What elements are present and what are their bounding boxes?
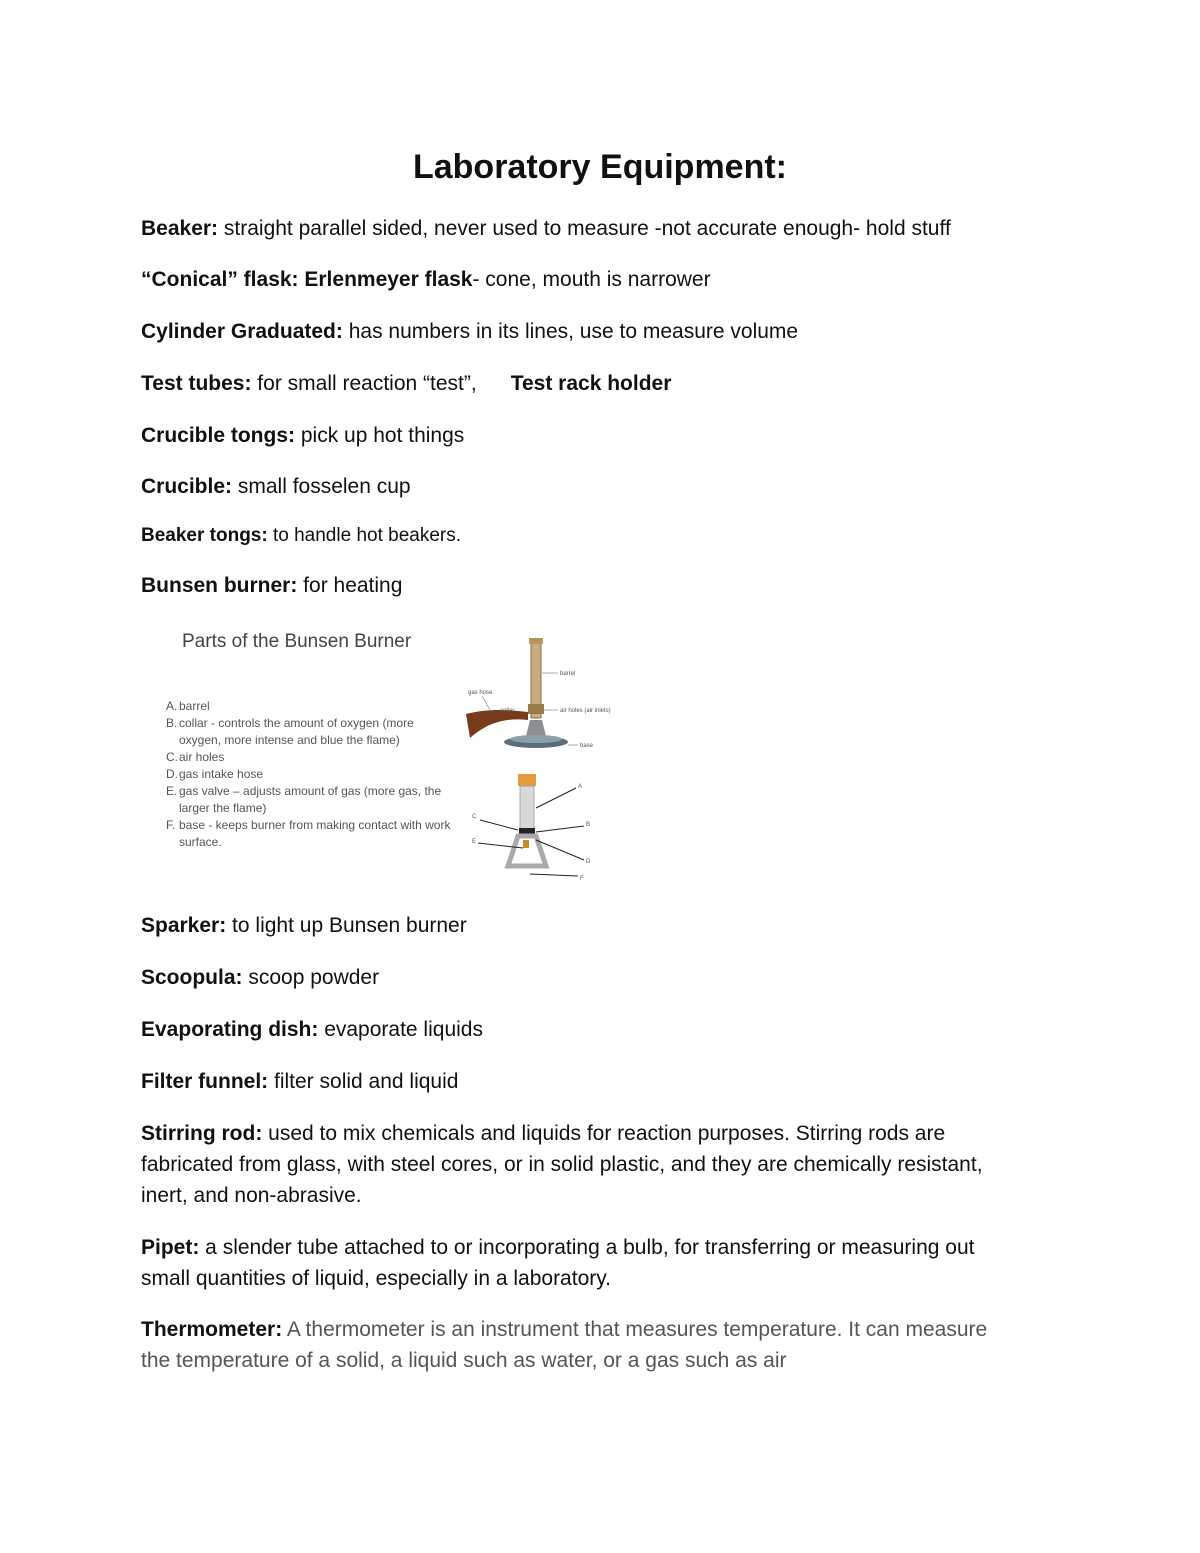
part-text: collar - controls the amount of oxygen (more oxygen, more intense and blue the flame) [179, 716, 414, 747]
term: Beaker tongs: [141, 525, 268, 546]
term-test-rack-holder: Test rack holder [510, 372, 672, 395]
definition: a slender tube attached to or incorporating a bulb, for transferring or measuring out small quantities of liquid, especially in a laboratory. [141, 1236, 975, 1290]
list-item [166, 783, 456, 817]
entry-thermometer [141, 1314, 1021, 1376]
list-item [166, 698, 456, 715]
part-text: gas valve – adjusts amount of gas (more gas, the larger the flame) [179, 784, 442, 815]
entry-scoopula [141, 962, 1021, 993]
schematic-valve [523, 840, 529, 848]
entry-beaker [141, 213, 1021, 244]
part-letter: E. [166, 784, 178, 798]
label-base: base [580, 743, 594, 749]
term: Crucible tongs: [141, 424, 296, 447]
burner-photo-illustration [466, 638, 611, 749]
term: Test tubes: [141, 372, 252, 395]
definition: small fosselen cup [232, 475, 411, 498]
collar-shape [528, 704, 544, 714]
term: Thermometer: [141, 1318, 283, 1341]
part-text: base - keeps burner from making contact with work surface. [179, 818, 451, 849]
part-letter: A. [166, 699, 178, 713]
definition: pick up hot things [295, 424, 465, 447]
definition: A thermometer is an instrument that measures temperature. It can measure the temperature of a solid, a liquid such as water, or a gas such as air [141, 1318, 988, 1372]
label-b: B [586, 822, 591, 828]
definition: scoop powder [242, 966, 380, 989]
definition: used to mix chemicals and liquids for reaction purposes. Stirring rods are fabricated from glass, with steel cores, or in solid plastic, and they are chemically resistant, inert, and non-abrasive. [141, 1122, 983, 1207]
definition: has numbers in its lines, use to measure volume [342, 320, 799, 343]
part-text: barrel [179, 699, 210, 713]
definition: to light up Bunsen burner [226, 914, 467, 937]
label-f: F [580, 876, 584, 882]
entry-cylinder [141, 316, 1021, 347]
term: Pipet: [141, 1236, 200, 1259]
label-air-holes: air holes (air inlets) [560, 708, 611, 714]
term: Cylinder Graduated: [141, 320, 343, 343]
barrel-top [529, 638, 543, 644]
label-collar: collar [500, 708, 515, 714]
entry-beaker-tongs [141, 520, 1021, 551]
term: Beaker: [141, 217, 219, 240]
flame-top [518, 774, 536, 786]
label-e: E [472, 839, 477, 845]
entry-crucible-tongs [141, 420, 1021, 451]
burner-neck [526, 720, 546, 736]
label-d: D [586, 859, 591, 865]
gas-hose-shape [466, 710, 528, 738]
figure-title: Parts of the Bunsen Burner [182, 631, 412, 652]
part-letter: D. [166, 767, 178, 781]
label-c: C [472, 814, 477, 820]
entry-pipet [141, 1232, 1021, 1294]
entry-bunsen-burner [141, 570, 1021, 601]
figure-parts-list [166, 698, 456, 851]
definition: for small reaction “test”, [251, 372, 477, 395]
term: Evaporating dish: [141, 1018, 319, 1041]
page-title: Laboratory Equipment: [412, 148, 788, 186]
term: “Conical” flask: Erlenmeyer flask [141, 268, 473, 291]
label-a: A [578, 784, 583, 790]
definition: filter solid and liquid [268, 1070, 459, 1093]
schematic-barrel [520, 786, 534, 834]
entry-filter-funnel [141, 1066, 1021, 1097]
part-letter: B. [166, 716, 178, 730]
term: Crucible: [141, 475, 233, 498]
definition: - cone, mouth is narrower [472, 268, 711, 291]
entry-conical-flask [141, 264, 1021, 295]
label-gas-hose: gas hose [468, 690, 493, 696]
entry-evaporating-dish [141, 1014, 1021, 1045]
part-letter: C. [166, 750, 178, 764]
list-item [166, 817, 456, 851]
list-item [166, 749, 456, 766]
bunsen-burner-diagram [460, 628, 630, 890]
entry-test-tubes [141, 368, 1021, 399]
part-letter: F. [166, 818, 176, 832]
list-item [166, 715, 456, 749]
definition: for heating [297, 574, 403, 597]
part-text: air holes [179, 750, 225, 764]
part-text: gas intake hose [179, 767, 264, 781]
burner-schematic [472, 774, 591, 882]
bunsen-burner-figure [160, 628, 630, 890]
entry-crucible [141, 471, 1021, 502]
definition: to handle hot beakers. [267, 525, 462, 546]
term: Scoopula: [141, 966, 243, 989]
term: Stirring rod: [141, 1122, 263, 1145]
term: Filter funnel: [141, 1070, 269, 1093]
entry-stirring-rod [141, 1118, 1021, 1211]
definition: evaporate liquids [318, 1018, 483, 1041]
list-item [166, 766, 456, 783]
term: Bunsen burner: [141, 574, 298, 597]
definition: straight parallel sided, never used to measure -not accurate enough- hold stuff [218, 217, 951, 240]
entry-sparker [141, 910, 1021, 941]
label-barrel: barrel [560, 671, 576, 677]
term: Sparker: [141, 914, 227, 937]
